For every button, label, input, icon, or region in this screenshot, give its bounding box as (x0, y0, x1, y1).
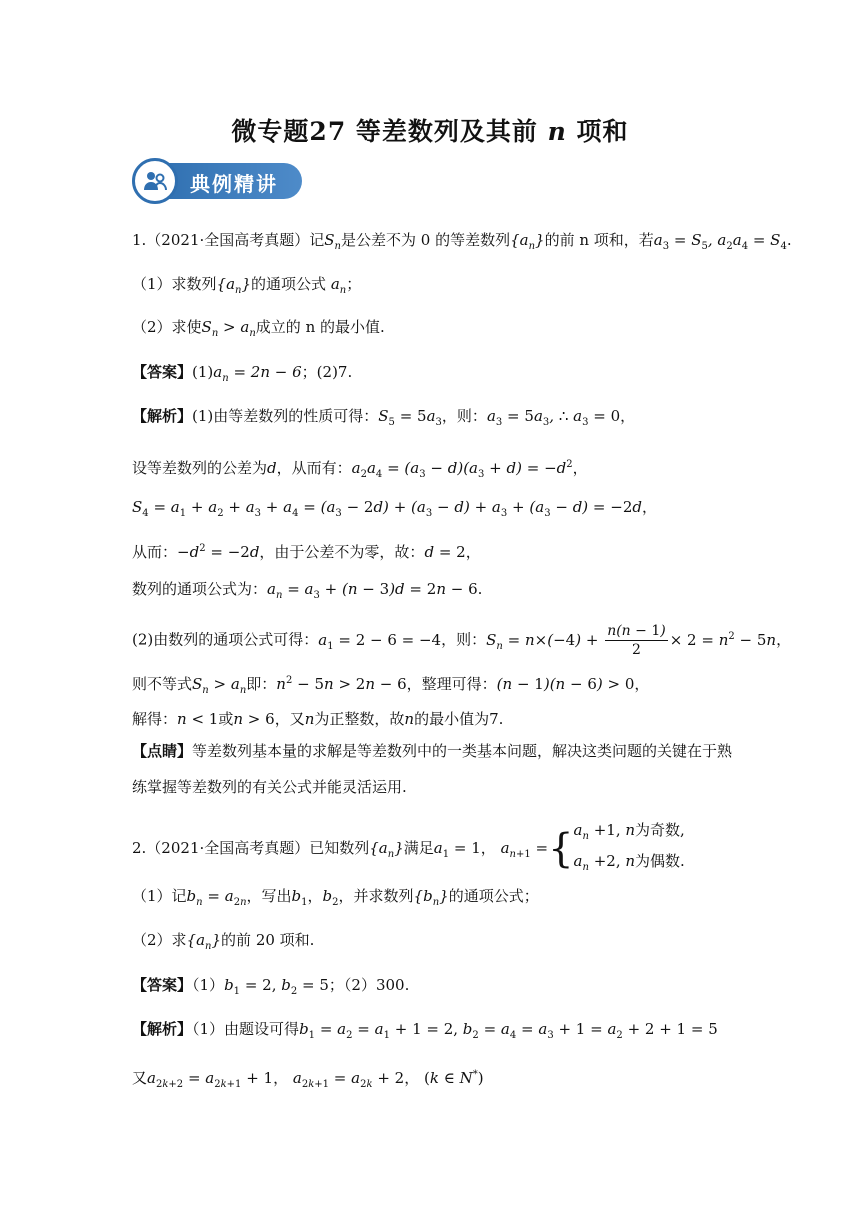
p2-q1: （1）记$b_n = a_{2n}$，写出$b_1$，$b_2$，并求数列$\{b_n\}$的通项公式； (132, 887, 539, 908)
p1-solution-5: 数列的通项公式为：$a_n = a_3 + (n - 3)d = 2n - 6$. (132, 580, 483, 601)
p1-solution-8: 解得：n < 1或n > 6，又n为正整数，故n的最小值为7. (132, 710, 504, 728)
p2-question: 2.（2021·全国高考真题）已知数列$\{a_n\}$满足$a_1 = 1$， $a_{n+1} =\{a_n +1$, n为奇数, $a_n +2$, n为偶数. (132, 821, 685, 873)
p1-solution-3: $S_4 = a_1 + a_2 + a_3 + a_4 = (a_3 - 2d) + (a_3 - d) + a_3 + (a_3 - d) = -2d$， (132, 498, 657, 519)
people-icon (132, 158, 178, 204)
p1-question: 1.（2021·全国高考真题）记$S_n$是公差不为 0 的等差数列$\{a_n\}$的前 n 项和，若$a_3 = S_5$, $a_2a_4 = S_4$. (132, 231, 792, 252)
p1-solution-4: 从而：$-d^2 = -2d$，由于公差不为零，故：d = 2， (132, 543, 481, 561)
p1-solution-7: 则不等式$S_n > a_n$即：$n^2 - 5n > 2n - 6$，整理可得：(n − 1)(n − 6) > 0， (132, 675, 650, 696)
p1-note-1: 【点睛】等差数列基本量的求解是等差数列中的一类基本问题，解决这类问题的关键在于熟 (132, 742, 733, 760)
p1-q2: （2）求使$S_n > a_n$成立的 n 的最小值. (132, 318, 385, 339)
p1-answer: 【答案】$(1)a_n = 2n - 6$；(2)7. (132, 363, 353, 384)
p1-solution-6: (2)由数列的通项公式可得：$a_1 = 2 - 6 = -4$，则：$S_n = n\times(-4)$ + $\frac{n(n - 1)}{2}$ × $2 = n^2 - 5n$， (132, 623, 792, 658)
p2-solution-1: 【解析】（1）由题设可得$b_1 = a_2 = a_1 + 1 = 2$, $b_2 = a_4 = a_3 + 1 = a_2 + 2 + 1 = 5$ (132, 1020, 718, 1041)
p2-q2: （2）求$\{a_n\}$的前 20 项和. (132, 931, 315, 952)
p1-note-2: 练掌握等差数列的有关公式并能灵活运用. (132, 778, 407, 796)
p2-answer: 【答案】$(1)b_1 = 2$, $b_2 = 5$；（2）300. (132, 976, 410, 997)
p2-solution-2: 又$a_{2k+2} = a_{2k+1} + 1$， $a_{2k+1} = a_{2k} + 2$， (k ∈ N*) (132, 1069, 484, 1090)
section-badge (132, 158, 304, 204)
badge-label: 典例精讲 (190, 172, 278, 196)
page-title: 微专题27 等差数列及其前 n 项和 (231, 117, 629, 146)
p1-solution-2: 设等差数列的公差为d，从而有：$a_2a_4 = (a_3 - d)(a_3 + d) = -d^2$， (132, 459, 588, 480)
p1-solution-1: 【解析】(1)由等差数列的性质可得：$S_5 = 5a_3$，则：$a_3 = 5a_3$, ∴ $a_3 = 0$， (132, 407, 636, 428)
p1-q1: （1）求数列$\{a_n\}$的通项公式 $a_n$； (132, 275, 362, 296)
